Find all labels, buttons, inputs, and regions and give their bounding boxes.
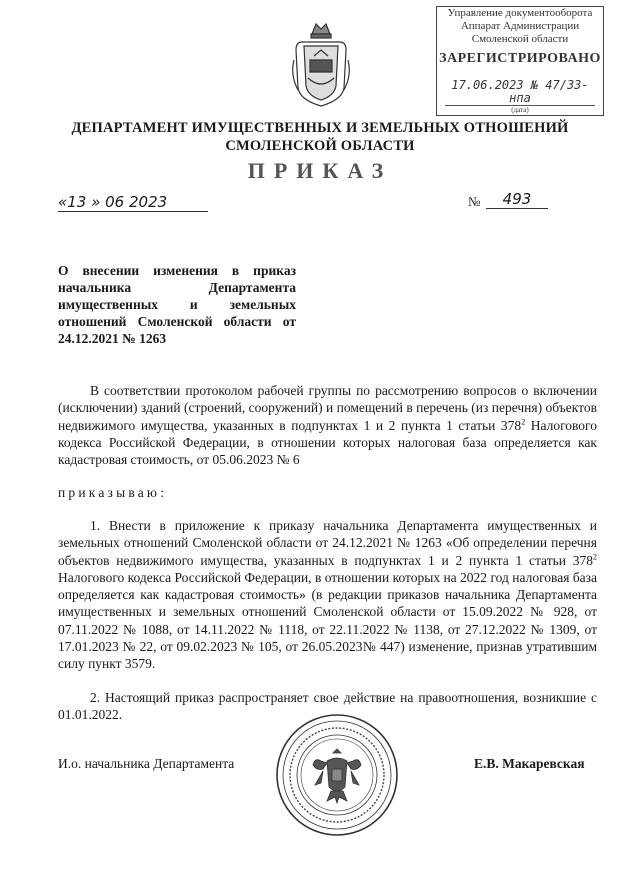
- official-seal: [275, 713, 399, 837]
- stamp-handwritten-entry: 17.06.2023 № 47/33-нпа: [445, 79, 595, 106]
- preamble-paragraph: [58, 382, 597, 468]
- item1-superscript: 2: [593, 552, 597, 562]
- stamp-line-3: Смоленской области: [471, 33, 569, 45]
- signatory-name: Е.В. Макаревская: [474, 756, 585, 771]
- coat-of-arms-emblem: [290, 20, 352, 108]
- order-item-1: [58, 517, 597, 673]
- order-subject: О внесении изменения в приказ начальника Департамента имущественных и земельных отношений Смоленской области от 24.12.2021 № 1263: [58, 263, 296, 346]
- document-type-title: ПРИКАЗ: [247, 158, 393, 183]
- preamble-superscript: 2: [521, 417, 526, 427]
- stamp-line-2: Аппарат Администрации: [460, 20, 580, 32]
- registration-stamp: [436, 6, 604, 116]
- preamble-text-a: В соответствии протоколом рабочей группы по рассмотрению вопросов о включении (исключении) зданий (строений, сооружений) и помещений в перечень (из перечня) объектов недвижимого имущества, указанных в подпунктах 1 и 2 пункта 1 статьи 378: [58, 383, 597, 433]
- stamp-line-1: Управление документооборота: [447, 7, 593, 19]
- order-item-2: 2. Настоящий приказ распространяет свое действие на правоотношения, возникшие с 01.01.2022.: [58, 690, 597, 723]
- order-number-label: №: [468, 194, 481, 209]
- department-name-line-2: СМОЛЕНСКОЙ ОБЛАСТИ: [225, 138, 415, 154]
- item1-text-b: Налогового кодекса Российской Федерации, в отношении которых на 2022 год налоговая база определяется как кадастровая стоимость» (в редакции приказов начальника Департамента имущественных и земельных отношений Смоленской области от 15.09.2022 № 928, от 07.11.2022 № 1088, от 14.11.2022 № 1118, от 22.11.2022 № 1138, от 27.12.2022 № 1309, от 17.01.2023 № 22, от 09.02.2023 № 105, от 26.05.2023№ 447) изменение, признав утратившим силу пункт 3579.: [58, 569, 597, 672]
- preamble-text-b: Налогового кодекса Российской Федерации, в отношении которых налоговая база определяется как кадастровая стоимость, от 05.06.2023 № 6: [58, 417, 598, 468]
- item1-text-a: 1. Внести в приложение к приказу начальника Департамента имущественных и земельных отношений Смоленской области от 24.12.2021 № 1263 «Об определении перечня объектов недвижимого имущества, указанных в подпунктах 1 и 2 пункта 1 статьи 378: [58, 518, 597, 568]
- order-word: приказываю:: [58, 485, 168, 500]
- stamp-date-caption: (дата): [511, 106, 529, 114]
- signatory-position: И.о. начальника Департамента: [58, 756, 235, 771]
- stamp-status: ЗАРЕГИСТРИРОВАНО: [439, 51, 601, 66]
- order-number: 493: [486, 190, 548, 209]
- order-date: «13 » 06 2023: [58, 193, 208, 212]
- department-name-line-1: ДЕПАРТАМЕНТ ИМУЩЕСТВЕННЫХ И ЗЕМЕЛЬНЫХ ОТНОШЕНИЙ: [71, 120, 569, 136]
